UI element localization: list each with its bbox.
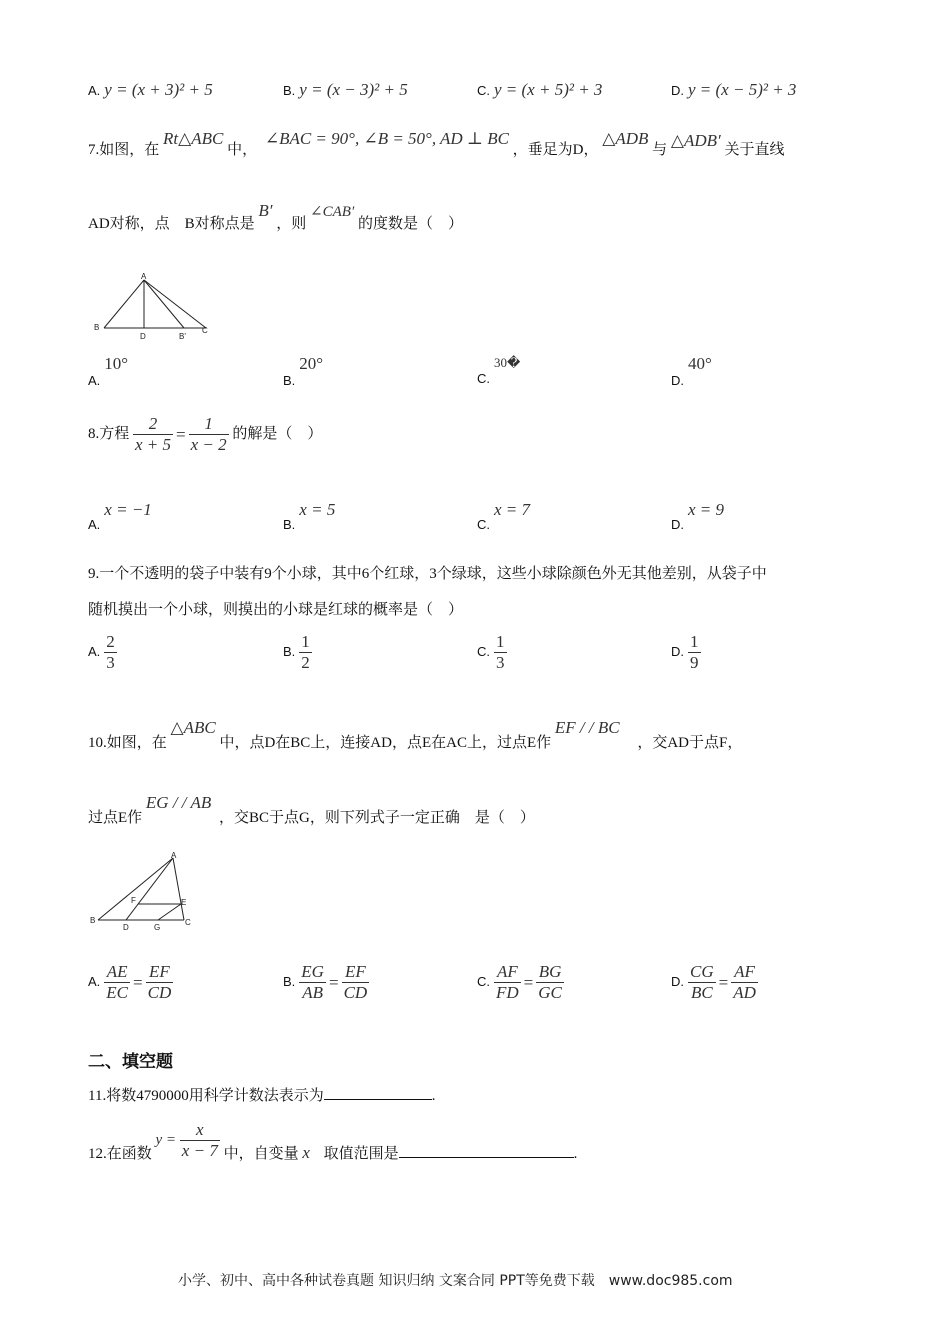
q7-option-d: $_{D.}$ 40° bbox=[671, 354, 712, 388]
q10-line1: 10.如图，在 △ABC 中，点D在BC上，连接AD，点E在AC上，过点E作 EF / / BC ，交AD于点F， bbox=[88, 718, 743, 751]
q7-line2: AD对称，点 B对称点是 B′ ，则 ∠CAB′ 的度数是（ ） bbox=[88, 201, 463, 232]
q11-question: 11.将数4790000用科学计数法表示为 . bbox=[88, 1088, 436, 1104]
q8-option-b: $_{B.}$ x = 5 bbox=[283, 500, 336, 532]
q10-point-g: G bbox=[154, 923, 161, 932]
q8-option-c: $_{C.}$ x = 7 bbox=[477, 500, 531, 532]
q6-option-b-expr: y = (x − 3)² + 5 bbox=[299, 80, 408, 99]
q6-option-d-expr: y = (x − 5)² + 3 bbox=[688, 80, 797, 99]
q8-option-a: $_{A.}$ x = −1 bbox=[88, 500, 152, 532]
q10-point-a: A bbox=[171, 851, 177, 860]
q8-left-fraction: $\frac{2}{x + 5}$ bbox=[135, 414, 172, 454]
q6-option-d: D. y = (x − 5)² + 3 bbox=[671, 80, 797, 99]
q7-line1: 7.如图，在 Rt△ABC 中， ∠BAC = 90°, ∠B = 50°, AD ⊥ BC ，垂足为D， △ADB 与 △ADB′ 关于直线 bbox=[88, 129, 785, 158]
q10-point-b: B bbox=[90, 916, 96, 925]
q10-segment-eg bbox=[158, 904, 181, 920]
q10-line2: 过点E作 EG / / AB ，交BC于点G，则下列式子一定正确 是（ ） bbox=[88, 793, 535, 826]
q7-segment-ab bbox=[104, 280, 144, 328]
q12-answer-blank[interactable] bbox=[399, 1157, 574, 1158]
q7-point-d: D bbox=[140, 332, 146, 341]
q8-right-fraction: $\frac{1}{x - 2}$ bbox=[190, 414, 227, 454]
q10-point-f: F bbox=[131, 896, 136, 905]
q7-point-a: A bbox=[141, 272, 147, 281]
q10-point-e: E bbox=[181, 898, 187, 907]
q10-segment-ad bbox=[126, 858, 173, 920]
q10-triangle-figure bbox=[88, 850, 198, 934]
q6-option-b: B. y = (x − 3)² + 5 bbox=[283, 80, 408, 99]
q12-question: 12.在函数 y = $\frac{x}{x - 7}$ 中，自变量 x 取值范围是 . bbox=[88, 1120, 578, 1162]
q7-option-b: $_{B.}$ 20° bbox=[283, 354, 324, 388]
q6-option-c-expr: y = (x + 5)² + 3 bbox=[494, 80, 603, 99]
q7-segment-ab-prime bbox=[144, 280, 184, 328]
q8-question: 8.方程 $\frac{2}{x + 5}$ = $\frac{1}{x - 2}$ 的解是（ ） bbox=[88, 414, 323, 454]
q9-option-d: D. $\frac{1}{9}$ bbox=[671, 632, 699, 672]
q10-point-c: C bbox=[185, 918, 191, 927]
q10-option-b: B. $\frac{EG}{AB}$ = $\frac{EF}{CD}$ bbox=[283, 962, 368, 1002]
q6-option-a-expr: y = (x + 3)² + 5 bbox=[104, 80, 213, 99]
page-footer: 小学、初中、高中各种试卷真题 知识归纳 文案合同 PPT等免费下载 www.doc985.com bbox=[178, 1273, 733, 1289]
q7-point-b-prime: B' bbox=[179, 332, 186, 341]
q9-option-a: A. $\frac{2}{3}$ bbox=[88, 632, 115, 672]
q10-option-c: C. $\frac{AF}{FD}$ = $\frac{BG}{GC}$ bbox=[477, 962, 562, 1002]
section-fill-in-title: 二、填空题 bbox=[88, 1052, 173, 1071]
q7-segment-ac bbox=[144, 280, 206, 328]
q11-answer-blank[interactable] bbox=[324, 1099, 432, 1100]
q8-option-d: $_{D.}$ x = 9 bbox=[671, 500, 725, 532]
q10-option-d: D. $\frac{CG}{BC}$ = $\frac{AF}{AD}$ bbox=[671, 962, 756, 1002]
q9-option-b: B. $\frac{1}{2}$ bbox=[283, 632, 310, 672]
q7-option-c: $_{C.}$ 30� bbox=[477, 355, 521, 386]
q10-segment-ac bbox=[173, 858, 187, 920]
q6-option-c: C. y = (x + 5)² + 3 bbox=[477, 80, 603, 99]
q7-triangle-figure bbox=[90, 268, 215, 346]
q9-line2: 随机摸出一个小球，则摸出的小球是红球的概率是（ ） bbox=[88, 602, 464, 618]
q9-option-c: C. $\frac{1}{3}$ bbox=[477, 632, 505, 672]
q10-point-d: D bbox=[123, 923, 129, 932]
q9-line1: 9.一个不透明的袋子中装有9个小球，其中6个红球，3个绿球，这些小球除颜色外无其他差别，从袋子中 bbox=[88, 566, 767, 582]
q7-point-b: B bbox=[94, 323, 100, 332]
q10-option-a: A. $\frac{AE}{EC}$ = $\frac{EF}{CD}$ bbox=[88, 962, 172, 1002]
q6-option-a: A. y = (x + 3)² + 5 bbox=[88, 80, 213, 99]
q12-fraction: $\frac{x}{x - 7}$ bbox=[181, 1120, 218, 1160]
q7-point-c: C bbox=[202, 326, 208, 335]
q10-segment-ab bbox=[98, 858, 173, 920]
q7-option-a: $_{A.}$ 10° bbox=[88, 354, 129, 388]
